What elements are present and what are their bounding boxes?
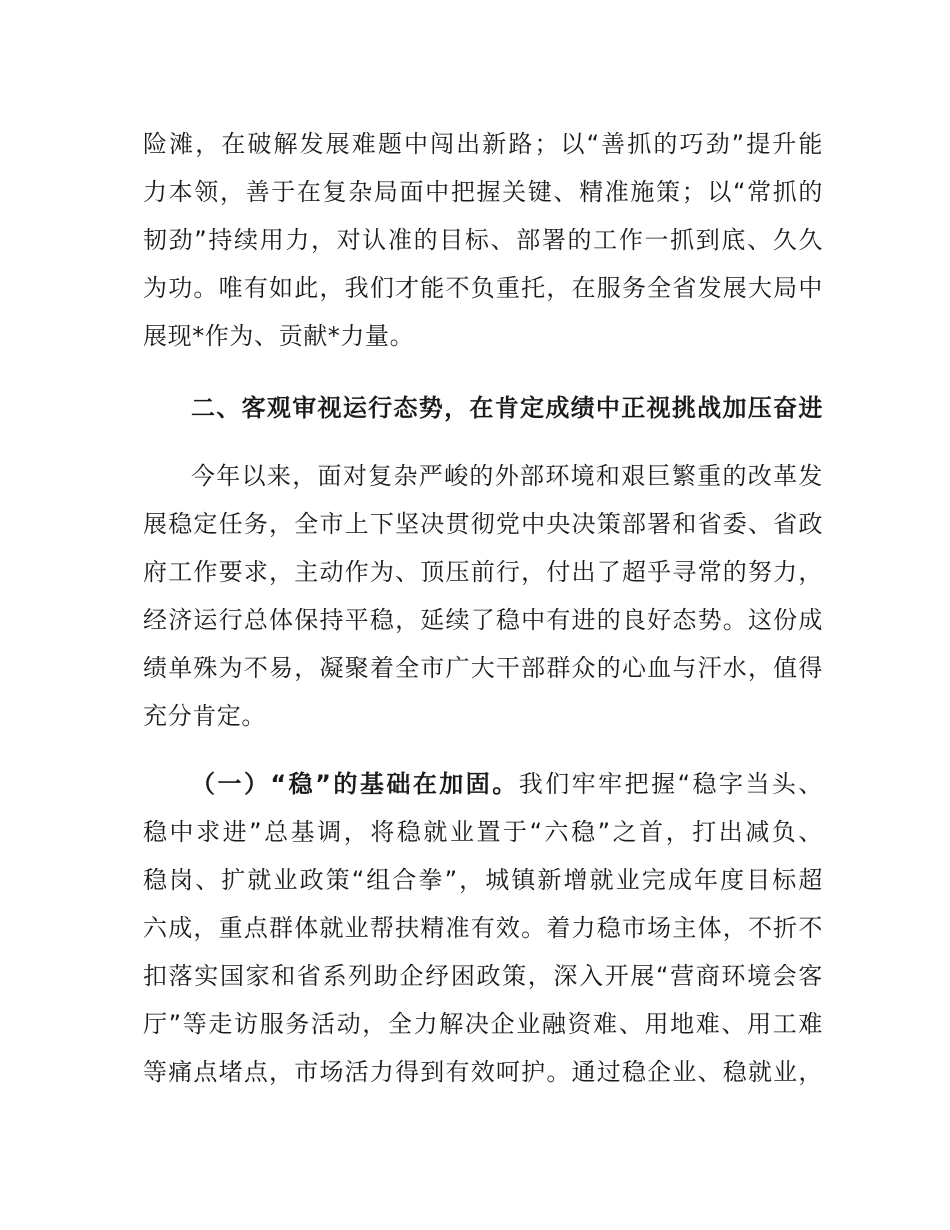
paragraph-line: 扣落实国家和省系列助企纾困政策，深入开展“营商环境会客 xyxy=(143,962,823,990)
paragraph-line: 稳岗、扩就业政策“组合拳”，城镇新增就业完成年度目标超 xyxy=(143,866,823,894)
paragraph-line: 为功。唯有如此，我们才能不负重托，在服务全省发展大局中 xyxy=(143,274,823,302)
paragraph-line: 展稳定任务，全市上下坚决贯彻党中央决策部署和省委、省政 xyxy=(143,510,823,538)
paragraph-line: 韧劲”持续用力，对认准的目标、部署的工作一抓到底、久久 xyxy=(143,226,823,254)
paragraph-line: 厅”等走访服务活动，全力解决企业融资难、用地难、用工难 xyxy=(143,1010,823,1038)
paragraph-line: 府工作要求，主动作为、顶压前行，付出了超乎寻常的努力， xyxy=(143,558,823,586)
paragraph-line: 展现*作为、贡献*力量。 xyxy=(143,322,415,350)
subsection-lead: （一）“稳”的基础在加固。 xyxy=(191,770,519,798)
paragraph-line: 稳中求进”总基调，将稳就业置于“六稳”之首，打出减负、 xyxy=(143,818,823,846)
paragraph-line: 险滩，在破解发展难题中闯出新路；以“善抓的巧劲”提升能 xyxy=(143,130,823,158)
paragraph-line: 力本领，善于在复杂局面中把握关键、精准施策；以“常抓的 xyxy=(143,178,823,206)
section-heading: 二、客观审视运行态势，在肯定成绩中正视挑战加压奋进 xyxy=(191,394,823,422)
subsection-lead-rest: 我们牢牢把握“稳字当头、 xyxy=(518,770,823,798)
paragraph-line: 六成，重点群体就业帮扶精准有效。着力稳市场主体，不折不 xyxy=(143,914,823,942)
paragraph-line: 充分肯定。 xyxy=(143,702,266,730)
paragraph-line: 等痛点堵点，市场活力得到有效呵护。通过稳企业、稳就业， xyxy=(143,1058,823,1086)
paragraph-line: 绩单殊为不易，凝聚着全市广大干部群众的心血与汗水，值得 xyxy=(143,654,823,682)
subsection-first-line xyxy=(191,764,823,804)
paragraph-line: 经济运行总体保持平稳，延续了稳中有进的良好态势。这份成 xyxy=(143,606,823,634)
paragraph-line: 今年以来，面对复杂严峻的外部环境和艰巨繁重的改革发 xyxy=(191,462,823,490)
